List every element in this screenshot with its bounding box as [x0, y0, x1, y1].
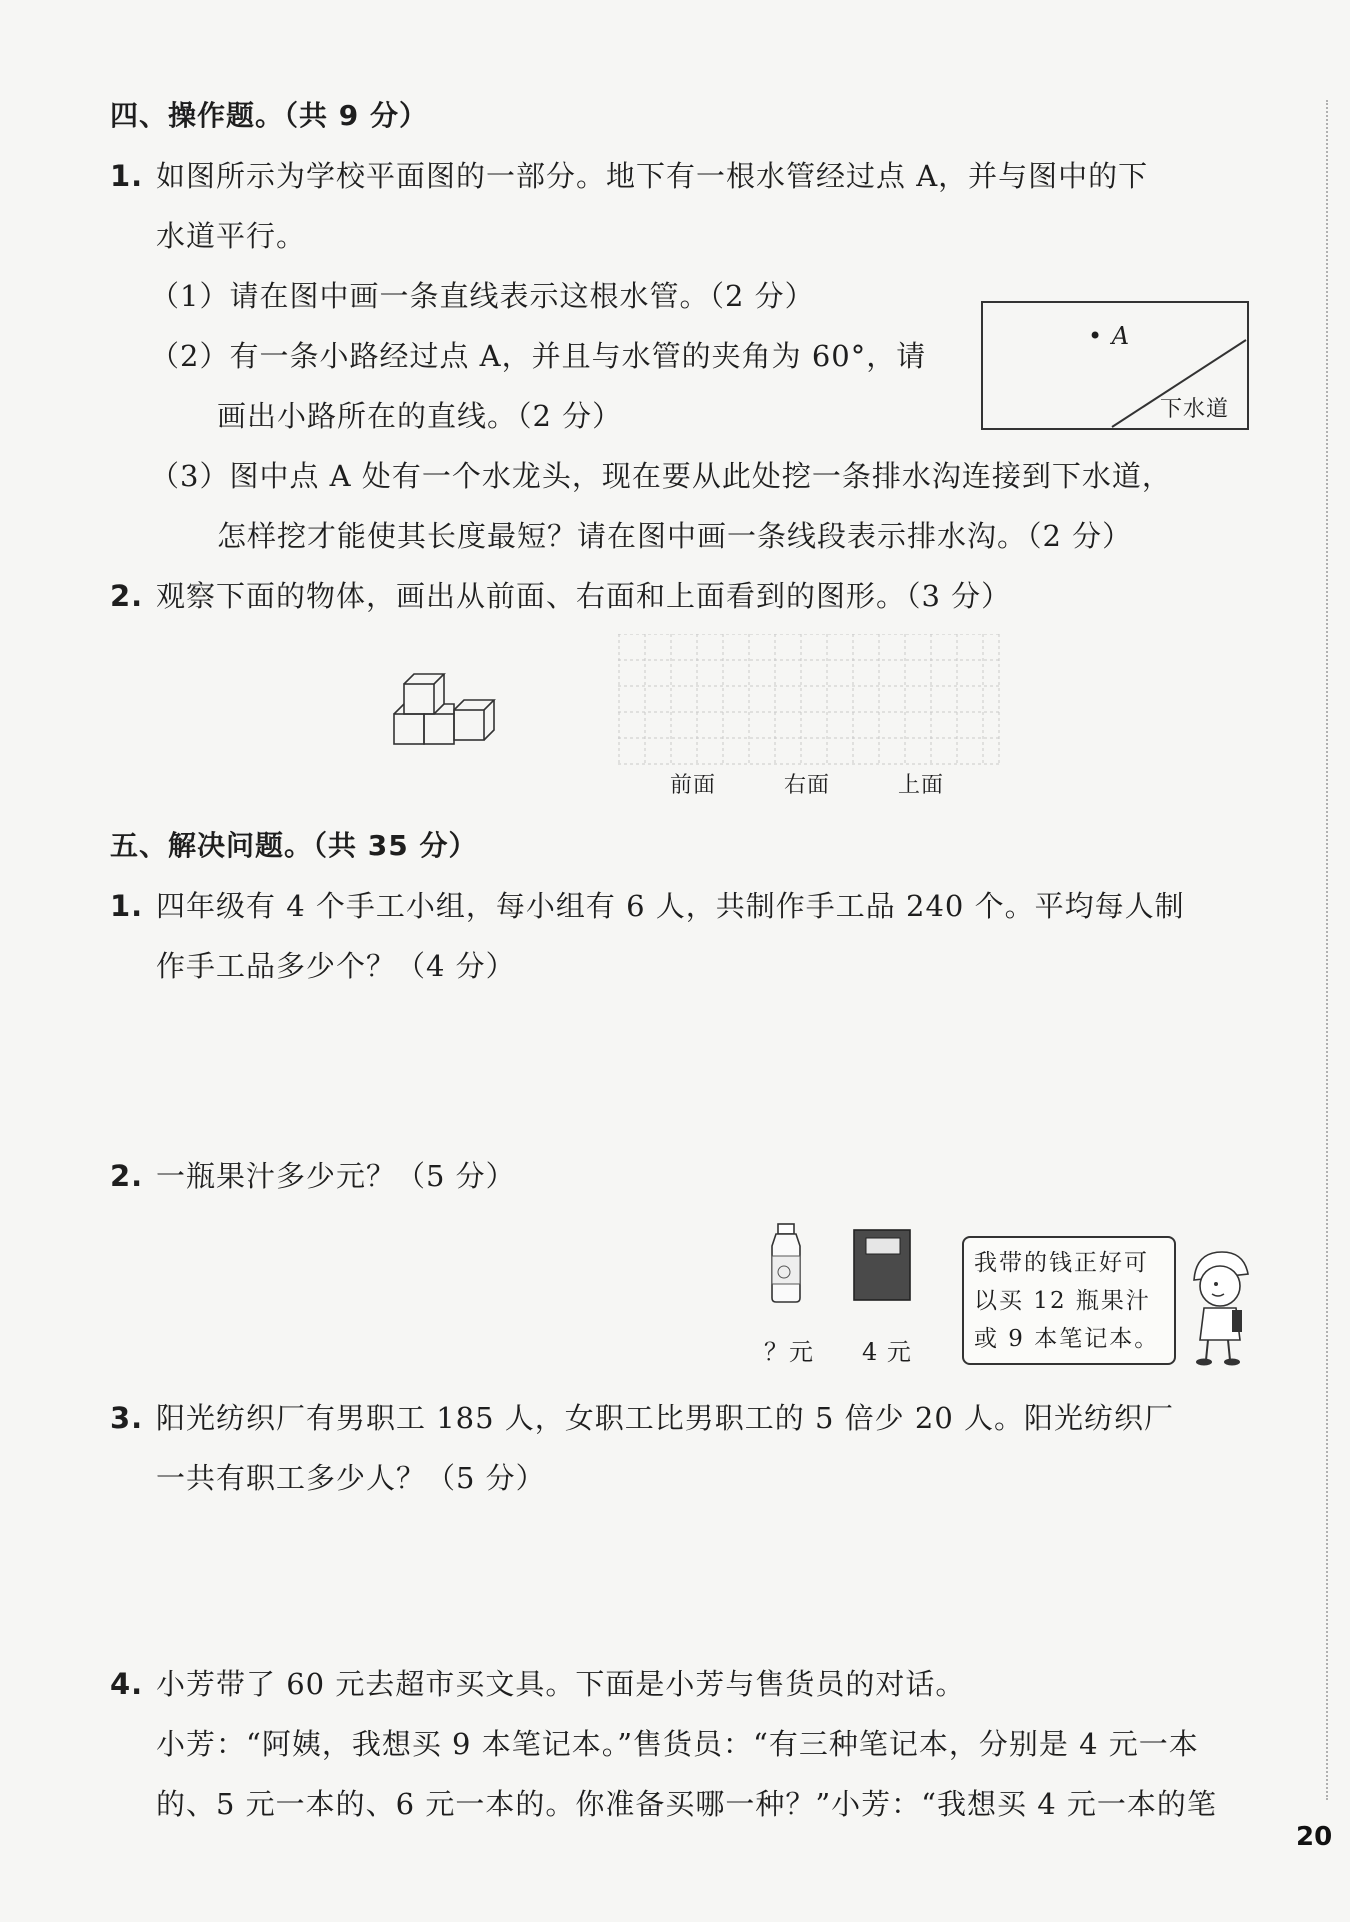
view-label-top: 上面 [898, 773, 945, 798]
drain-label: 下水道 [1160, 397, 1230, 422]
speech-line-2: 以买 12 瓶果汁 [974, 1288, 1151, 1314]
speech-line-1: 我带的钱正好可 [974, 1250, 1149, 1276]
section-5-title: 五、解决问题。（共 35 分） [110, 829, 478, 862]
section-4-title: 四、操作题。（共 9 分） [110, 99, 428, 132]
notebook-price: 4 元 [862, 1338, 912, 1366]
speech-line-3: 或 9 本笔记本。 [974, 1326, 1160, 1352]
s5-q1-line2: 作手工品多少个？（4 分） [156, 949, 516, 983]
s5-q2-text: 一瓶果汁多少元？（5 分） [156, 1159, 516, 1193]
s4-q1-line2: 水道平行。 [156, 219, 307, 253]
cube-bottom-1 [394, 714, 424, 744]
cube-right [454, 710, 484, 740]
view-label-front: 前面 [670, 773, 717, 798]
speech-bubble [962, 1236, 1176, 1365]
margin-rule [1326, 100, 1328, 1800]
s5-q4-line1: 小芳带了 60 元去超市买文具。下面是小芳与售货员的对话。 [156, 1667, 966, 1701]
juice-bottle-icon [762, 1222, 810, 1304]
s4-q1-sub2-line1: （2）有一条小路经过点 A，并且与水管的夹角为 60°，请 [150, 339, 927, 373]
point-a-label: • A [1088, 322, 1131, 350]
s5-q3-line2: 一共有职工多少人？（5 分） [156, 1461, 546, 1495]
s5-q4-line2: 小芳：“阿姨，我想买 9 本笔记本。”售货员：“有三种笔记本，分别是 4 元一本 [156, 1727, 1199, 1761]
s4-q1-sub3-line1: （3）图中点 A 处有一个水龙头，现在要从此处挖一条排水沟连接到下水道， [150, 459, 1172, 493]
s5-q4-line3: 的、5 元一本的、6 元一本的。你准备买哪一种？”小芳：“我想买 4 元一本的笔 [156, 1787, 1217, 1821]
s5-q3-line1: 阳光纺织厂有男职工 185 人，女职工比男职工的 5 倍少 20 人。阳光纺织厂 [156, 1401, 1175, 1435]
s4-q1-number: 1. [110, 159, 144, 193]
s4-q1-line1: 如图所示为学校平面图的一部分。地下有一根水管经过点 A，并与图中的下 [156, 159, 1149, 193]
cube-object-figure [390, 660, 520, 760]
page-number: 20 [1296, 1822, 1333, 1852]
s4-q1-sub1: （1）请在图中画一条直线表示这根水管。（2 分） [150, 279, 815, 313]
cube-top-front [404, 684, 434, 714]
s5-q1-line1: 四年级有 4 个手工小组，每小组有 6 人，共制作手工品 240 个。平均每人制 [156, 889, 1185, 923]
s5-q1-number: 1. [110, 889, 144, 923]
s4-q2-text: 观察下面的物体，画出从前面、右面和上面看到的图形。（3 分） [156, 579, 1012, 613]
cube-bottom-2 [424, 714, 454, 744]
boy-character-icon [1182, 1244, 1262, 1368]
s4-q1-sub3-line2: 怎样挖才能使其长度最短？请在图中画一条线段表示排水沟。（2 分） [217, 519, 1133, 553]
s5-q4-number: 4. [110, 1667, 144, 1701]
drawing-grid[interactable] [618, 634, 1002, 766]
s5-q2-number: 2. [110, 1159, 144, 1193]
view-label-right: 右面 [784, 773, 831, 798]
s4-q1-sub2-line2: 画出小路所在的直线。（2 分） [217, 399, 623, 433]
s5-q3-number: 3. [110, 1401, 144, 1435]
notebook-icon [852, 1228, 912, 1302]
juice-price: ？元 [764, 1338, 814, 1366]
s4-q2-number: 2. [110, 579, 144, 613]
